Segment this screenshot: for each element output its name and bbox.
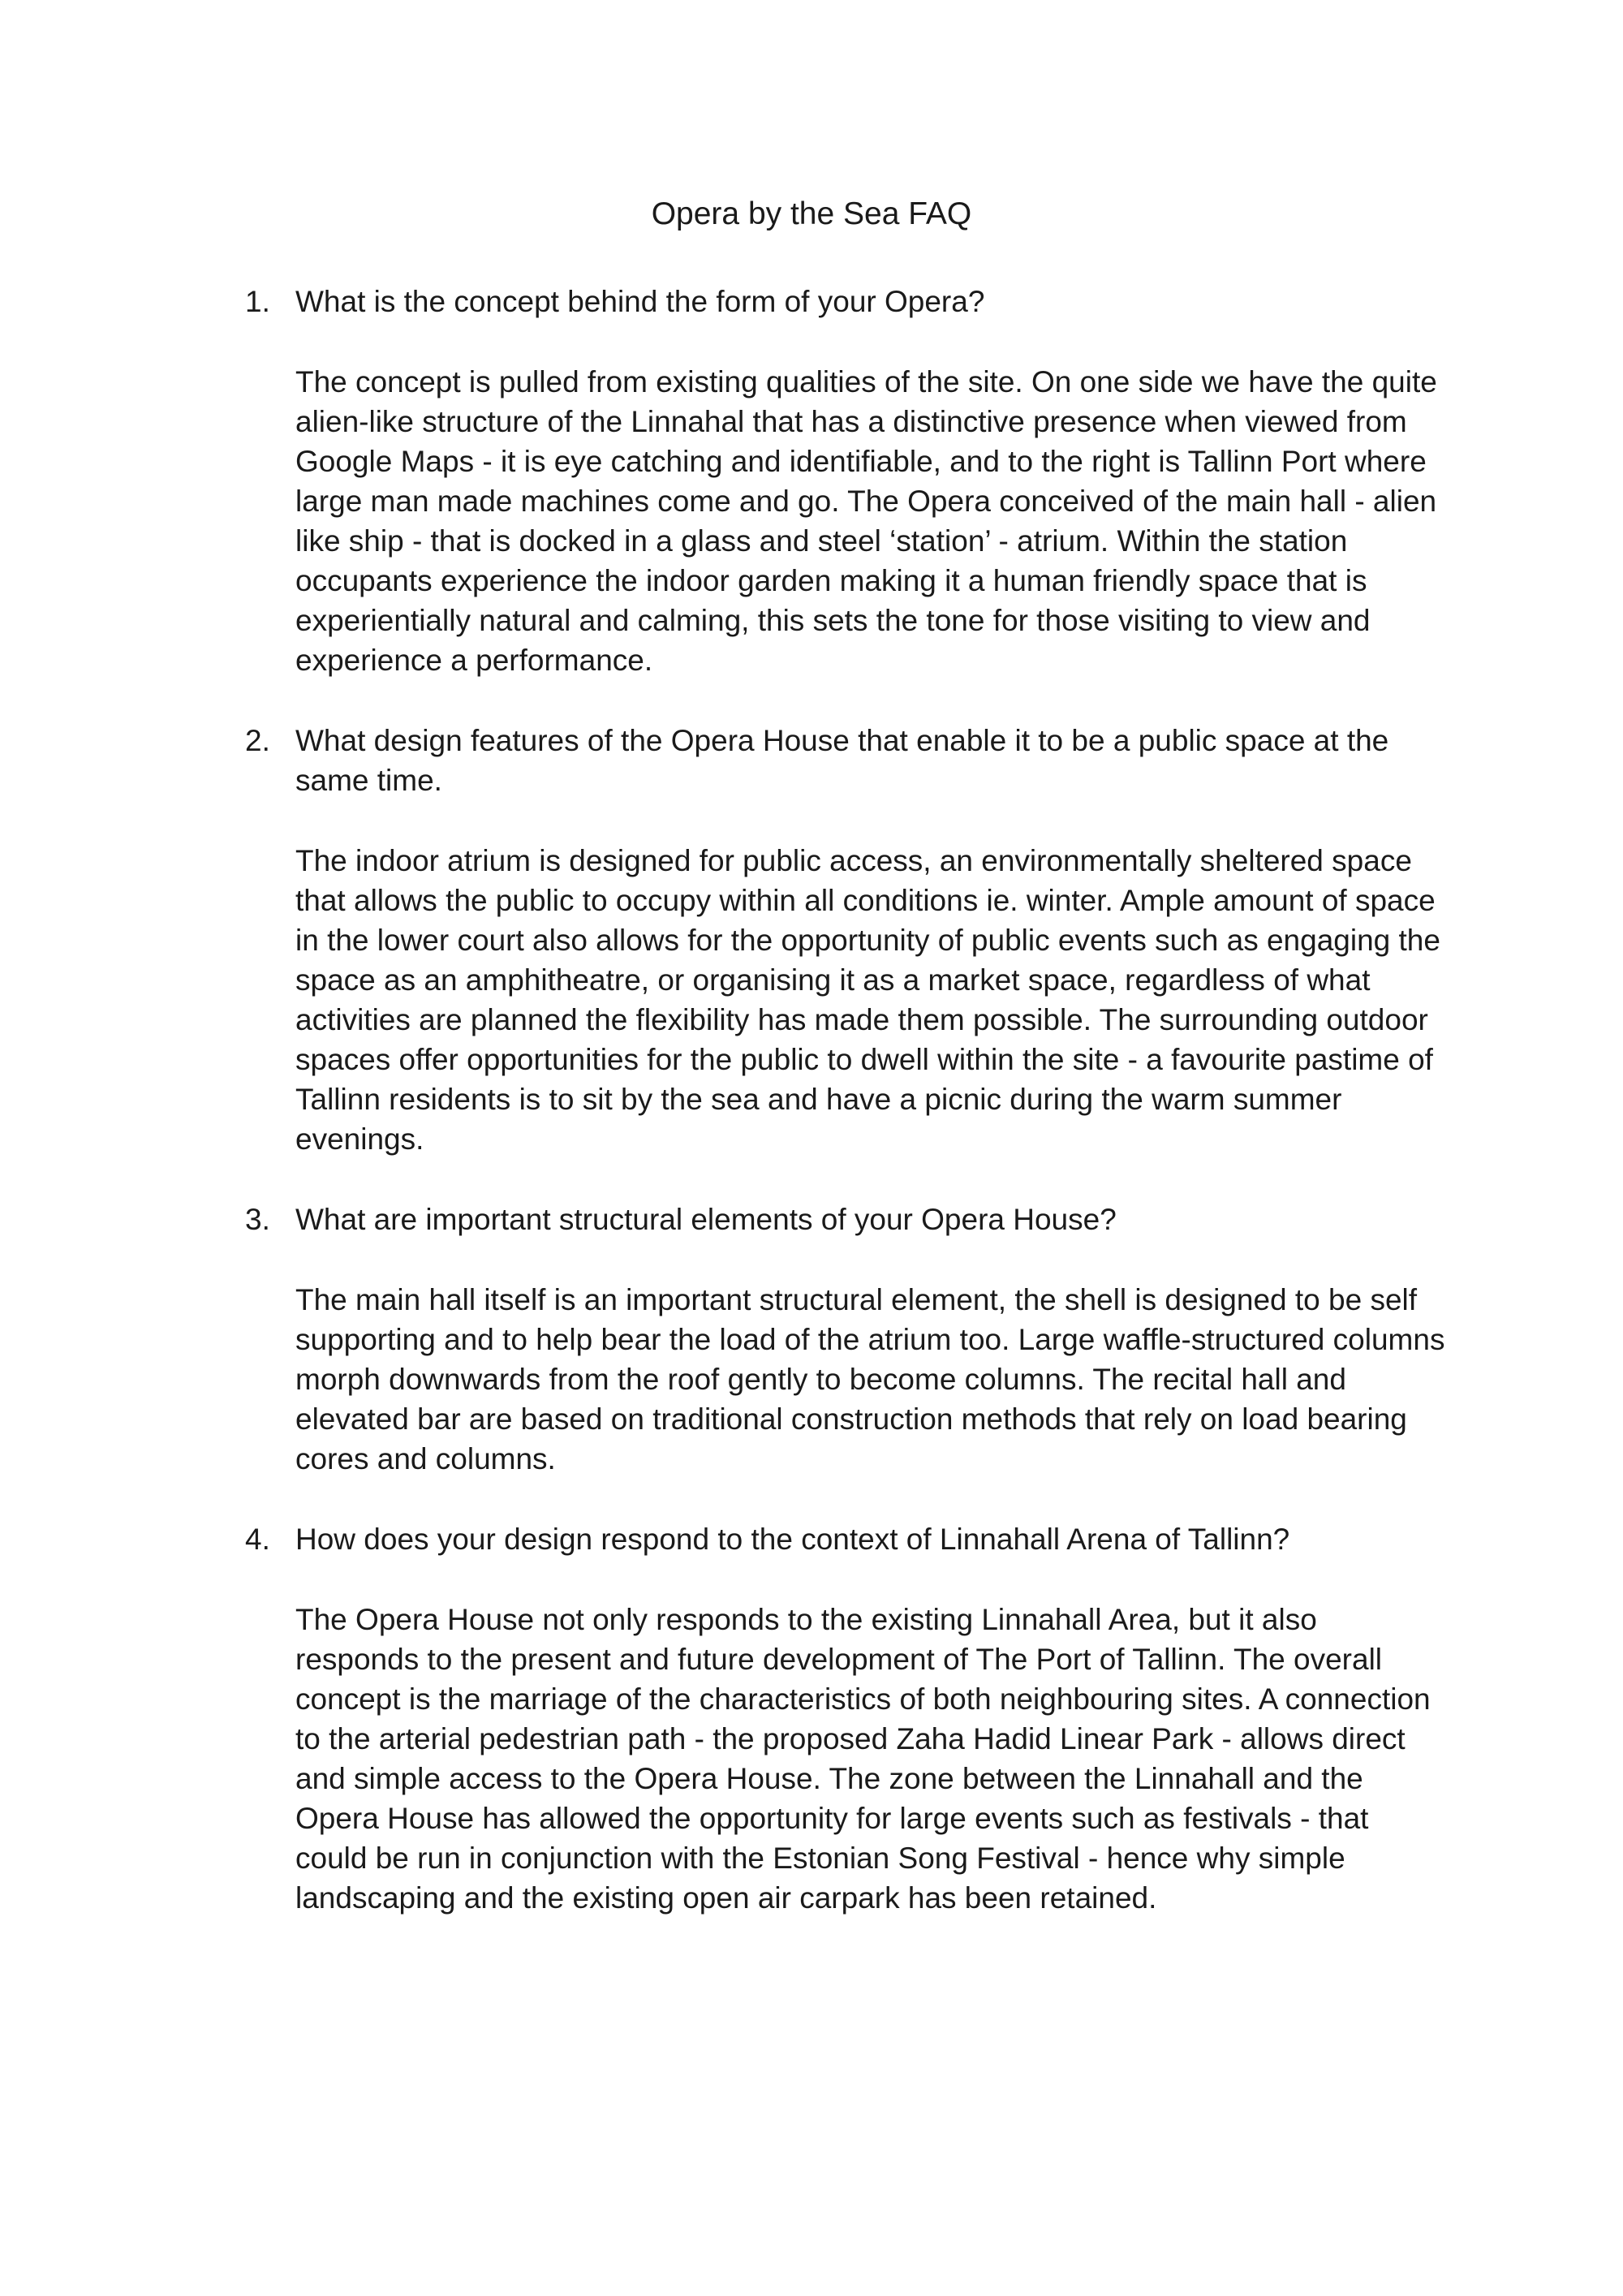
faq-question: What are important structural elements of your Opera House?: [295, 1203, 1117, 1236]
faq-answer: The Opera House not only responds to the existing Linnahall Area, but it also responds to the present and future development of The Port of Tallinn. The overall concept is the marriage of the characteristics of both neighbouring sites. A connection to the arterial pedestrian path - the proposed Zaha Hadid Linear Park - allows direct and simple access to the Opera House. The zone between the Linnahall and the Opera House has allowed the opportunity for large events such as festivals - that could be run in conjunction with the Estonian Song Festival - hence why simple landscaping and the existing open air carpark has been retained.: [295, 1603, 1431, 1915]
faq-question: What design features of the Opera House that enable it to be a public space at the same time.: [295, 724, 1389, 797]
faq-answer: The concept is pulled from existing qualities of the site. On one side we have the quite alien-like structure of the Linnahal that has a distinctive presence when viewed from Google Maps - it is eye catching and identifiable, and to the right is Tallinn Port where large man made machines come and go. The Opera conceived of the main hall - alien like ship - that is docked in a glass and steel ‘station’ - atrium. Within the station occupants experience the indoor garden making it a human friendly space that is experientially natural and calming, this sets the tone for those visiting to view and experience a performance.: [295, 365, 1437, 677]
faq-number: 3.: [245, 1203, 270, 1236]
faq-question: How does your design respond to the context of Linnahall Arena of Tallinn?: [295, 1523, 1290, 1556]
faq-question: What is the concept behind the form of your Opera?: [295, 285, 985, 318]
faq-list: [245, 282, 1446, 1958]
faq-item-3: [245, 1200, 1446, 1479]
faq-answer: The indoor atrium is designed for public access, an environmentally sheltered space that allows the public to occupy within all conditions ie. winter. Ample amount of space in the lower court also allows for the opportunity of public events such as engaging the space as an amphitheatre, or organising it as a market space, regardless of what activities are planned the flexibility has made them possible. The surrounding outdoor spaces offer opportunities for the public to dwell within the site - a favourite pastime of Tallinn residents is to sit by the sea and have a picnic during the warm summer evenings.: [295, 844, 1440, 1156]
faq-number: 2.: [245, 724, 270, 757]
faq-item-1: [245, 282, 1446, 680]
faq-item-2: [245, 721, 1446, 1159]
faq-number: 1.: [245, 285, 270, 318]
faq-number: 4.: [245, 1523, 270, 1556]
document-title: Opera by the Sea FAQ: [651, 196, 972, 231]
faq-item-4: [245, 1519, 1446, 1918]
faq-answer: The main hall itself is an important structural element, the shell is designed to be self supporting and to help bear the load of the atrium too. Large waffle-structured columns morph downwards from the roof gently to become columns. The recital hall and elevated bar are based on traditional construction methods that rely on load bearing cores and columns.: [295, 1283, 1445, 1475]
